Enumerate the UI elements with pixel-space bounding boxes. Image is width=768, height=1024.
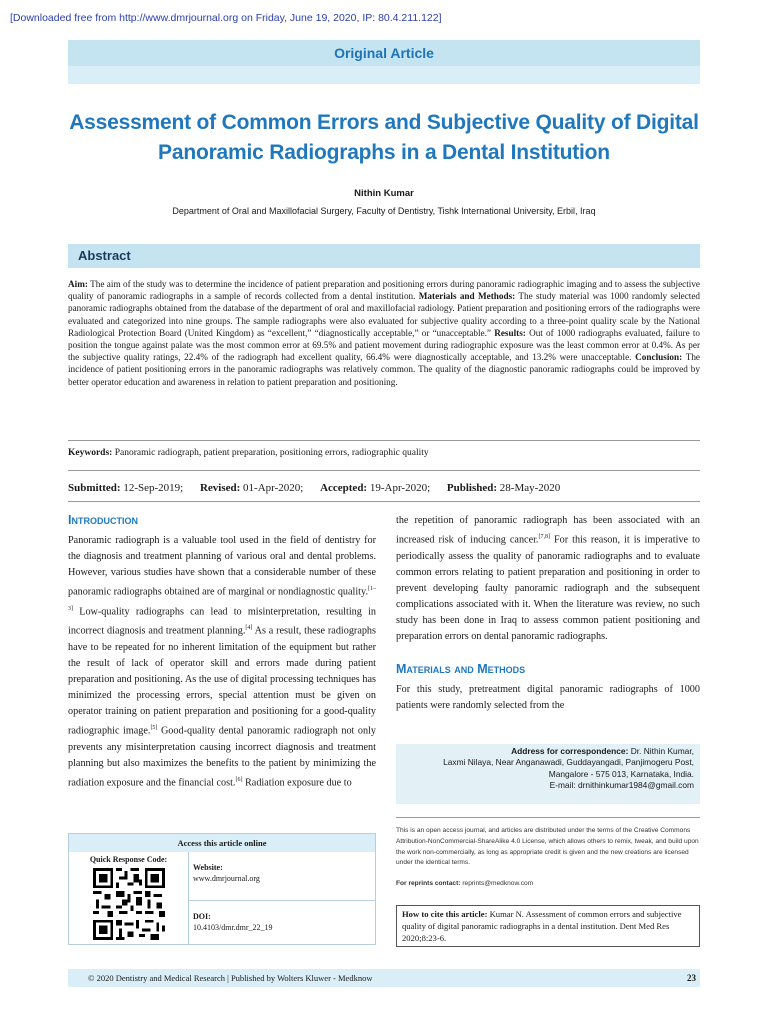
keywords-bottom-rule — [68, 470, 700, 471]
footer-text: © 2020 Dentistry and Medical Research | Published by Wolters Kluwer - Medknow — [88, 973, 373, 983]
correspondence-email[interactable]: E-mail: drnithinkumar1984@gmail.com — [549, 780, 694, 791]
license-rule — [396, 817, 700, 818]
keywords-top-rule — [68, 440, 700, 441]
methods-paragraph: For this study, pretreatment digital panoramic radiographs of 1000 patients were randomly selected from the — [396, 684, 700, 712]
introduction-paragraph — [68, 533, 376, 791]
abstract-methods: The study material was 1000 randomly selected panoramic radiographs obtained from the database of the department of oral and maxillofacial radiology. Patient preparation and positioning errors of the radiographs were evaluated and categorized into nine groups. The sample radiographs were also evaluated for subjective quality according to a three-point quality scale by the National Radiological Protection Board (United Kingdom) as “excellent,” “diagnostically acceptable,” or “unacceptable.” — [68, 291, 701, 338]
methods-heading: Materials and Methods — [396, 662, 526, 677]
website-info — [193, 862, 373, 884]
ref-1-3[interactable]: [1–3] — [68, 586, 376, 612]
ref-6[interactable]: [6] — [235, 776, 243, 783]
intro-text-5: Radiation exposure due to — [245, 777, 352, 789]
accepted-label: Accepted: — [320, 482, 368, 494]
abstract-aim-label: Aim: — [68, 279, 88, 289]
citation-box — [396, 905, 700, 947]
keywords-text: Panoramic radiograph, patient preparation, positioning errors, radiographic quality — [114, 448, 429, 458]
page-number: 23 — [687, 973, 696, 983]
intro-text-3: As a result, these radiographs have to be repeated for no inherent limitation of the equipment but rather the result of lack of operator skill and errors made during patient preparation and positioning. As the use of digital processing techniques has minimized the processing errors, special attention must be given on operator training on patient preparation and positioning for a good-quality radiographic image. — [68, 625, 376, 737]
ref-4[interactable]: [4] — [245, 625, 253, 632]
article-type: Original Article — [68, 40, 700, 66]
qr-column — [69, 852, 189, 945]
revised-date: 01-Apr-2020; — [243, 482, 304, 494]
left-column — [68, 513, 376, 791]
author-name: Nithin Kumar — [354, 188, 414, 199]
ref-5[interactable]: [5] — [150, 725, 158, 732]
qr-code-icon[interactable] — [93, 868, 165, 940]
right-column — [396, 513, 700, 714]
published-label: Published: — [446, 482, 498, 494]
intro-text-2: Low-quality radiographs can lead to misinterpretation, resulting in incorrect diagnosis and treatment planning. — [68, 606, 377, 637]
abstract-conclusion-label: Conclusion: — [635, 352, 683, 363]
correspondence-line-1: Laxmi Nilaya, Near Anganawadi, Guddayangadi, Panjimogeru Post, — [443, 757, 694, 768]
ref-7-8[interactable]: [7,8] — [538, 534, 550, 541]
revised-label: Revised: — [199, 482, 241, 494]
correspondence-line-2: Mangalore - 575 013, Karnataka, India. — [548, 768, 694, 779]
citation-text: Kumar N. Assessment of common errors and subjective quality of digital panoramic radiographs in a dental institution. Dent Med Res 2020;8:23-6. — [402, 909, 682, 943]
introduction-continued — [396, 513, 700, 645]
access-header: Access this article online — [69, 834, 375, 852]
published-date: 28-May-2020 — [499, 482, 561, 494]
abstract-body — [68, 278, 700, 388]
article-title: Assessment of Common Errors and Subjective Quality of Digital Panoramic Radiographs in a Dental Institution — [69, 111, 699, 164]
page-footer — [68, 969, 700, 987]
dates-rule — [68, 501, 700, 502]
correspondence-box — [396, 744, 700, 804]
access-divider — [189, 900, 376, 901]
website-link[interactable]: www.dmrjournal.org — [193, 874, 260, 883]
abstract-conclusion: The incidence of patient positioning errors in the panoramic radiographs was relatively common. The quality of the diagnostic panoramic radiographs could be improved by better operator education and awareness in relation to patient preparation and positioning. — [68, 352, 701, 387]
license-text: This is an open access journal, and articles are distributed under the terms of the Creative Commons Attribution-NonCommercial-ShareAlike 4.0 License, which allows others to remix, tweak, and build upon the work non-commercially, as long as appropriate credit is given and the new creations are licensed under the identical terms. — [396, 827, 699, 867]
download-line[interactable]: [Downloaded free from http://www.dmrjournal.org on Friday, June 19, 2020, IP: 80.4.211.122] — [10, 12, 442, 24]
doi-link[interactable]: 10.4103/dmr.dmr_22_19 — [193, 923, 273, 932]
correspondence-name: Dr. Nithin Kumar, — [630, 746, 694, 756]
website-label: Website: — [193, 863, 223, 872]
submitted-label: Submitted: — [68, 482, 121, 494]
accepted-date: 19-Apr-2020; — [369, 482, 431, 494]
submitted-date: 12-Sep-2019; — [123, 482, 184, 494]
intro-text-6: the repetition of panoramic radiograph has been associated with an increased risk of inducing cancer. — [396, 515, 700, 546]
qr-label: Quick Response Code: — [89, 855, 168, 864]
citation-label: How to cite this article: — [402, 909, 488, 919]
article-dates — [68, 482, 700, 494]
keywords — [68, 448, 700, 458]
intro-text-4: Good-quality dental panoramic radiograph not only prevents any misinterpretation causing incorrect diagnosis and treatment planning but also maximizes the benefits to the patient by minimizing the radiation exposure and the financial cost. — [68, 725, 376, 789]
doi-info — [193, 911, 373, 933]
correspondence-label: Address for correspondence: — [511, 746, 629, 756]
author-affiliation: Department of Oral and Maxillofacial Surgery, Faculty of Dentistry, Tishk International University, Erbil, Iraq — [172, 206, 596, 216]
abstract-results-label: Results: — [494, 327, 526, 338]
introduction-heading: Introduction — [68, 513, 138, 527]
intro-text-7: For this reason, it is imperative to periodically assess the quality of panoramic radiographs and to evaluate common errors relating to patient preparation and positioning in order to prevent developing faulty panoramic radiograph and the subsequent complications associated with it. When the literature was review, no such study has been done in Iraq to assess common patient positioning and preparation errors on dental panoramic radiographs. — [396, 534, 700, 643]
abstract-methods-label: Materials and Methods: — [418, 291, 516, 302]
doi-label: DOI: — [193, 912, 211, 921]
abstract-results: Out of 1000 radiographs evaluated, failure to position the tongue against palate was the most common error at 69.5% and patient movement during radiographic exposure was the least common error at 0.4%. As per the subjective quality ratings, 22.4% of the radiograph had excellent quality, 66.4% were diagnostically acceptable, and 13.2% were unacceptable. — [68, 327, 701, 363]
reprints-email[interactable]: reprints@medknow.com — [462, 880, 534, 887]
abstract-heading: Abstract — [68, 244, 700, 268]
reprints-info — [396, 880, 700, 887]
article-type-banner — [68, 40, 700, 84]
intro-text-1: Panoramic radiograph is a valuable tool used in the field of dentistry for the diagnosis and treatment planning of various oral and dental problems. However, various studies have shown that a considerable number of these panoramic radiographs obtained are of marginal or nondiagnostic quality. — [68, 535, 376, 598]
access-article-box — [68, 833, 376, 945]
keywords-label: Keywords: — [68, 448, 113, 458]
reprints-label: For reprints contact: — [396, 880, 461, 887]
abstract-aim: The aim of the study was to determine the incidence of patient preparation and positioning errors during panoramic radiographic imaging and to assess the subjective quality of panoramic radiographs in a sample of records collected from a dental institution. — [68, 279, 700, 302]
